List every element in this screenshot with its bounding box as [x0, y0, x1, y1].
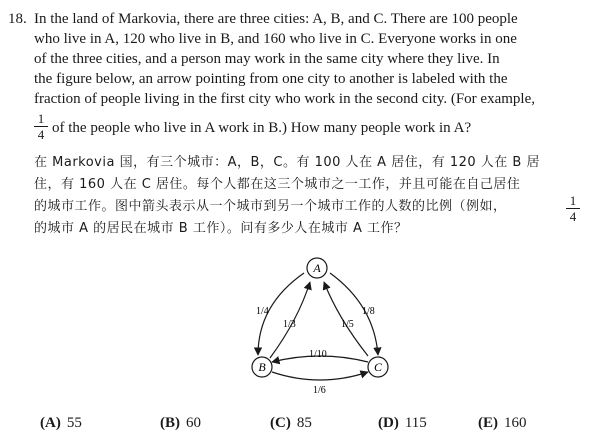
label-c-to-b: 1/10: [309, 349, 327, 360]
choice-d[interactable]: [378, 414, 427, 432]
choice-a[interactable]: [40, 414, 82, 432]
example-fraction-numerator: 1: [37, 111, 45, 126]
choice-e-value: 160: [504, 415, 527, 431]
question-line-3: of the three cities, and a person may work in the same city where they live. In: [34, 51, 500, 67]
arrow-b-to-c: [272, 372, 368, 380]
node-b: [252, 357, 272, 377]
choice-c[interactable]: [270, 414, 312, 432]
label-a-to-b: 1/4: [256, 306, 269, 317]
label-c-to-a: 1/5: [341, 319, 354, 330]
chinese-line-4: 的城市 A 的居民在城市 B 工作）。问有多少人在城市 A 工作？: [34, 221, 408, 236]
choice-b-letter: (B): [160, 415, 180, 431]
chinese-fraction-denominator: 4: [569, 209, 577, 224]
question-line-5: fraction of people living in the first city who work in the second city. (For example,: [34, 91, 535, 107]
node-c: [368, 357, 388, 377]
label-b-to-c: 1/6: [313, 385, 326, 396]
question-number: 18.: [8, 11, 27, 27]
node-b-label: B: [258, 360, 266, 374]
question-line-2: who live in A, 120 who live in B, and 160 who live in C. Everyone works in one: [34, 31, 517, 47]
node-a-label: A: [313, 261, 321, 275]
example-fraction-denominator: 4: [37, 127, 45, 142]
label-b-to-a: 1/3: [283, 319, 296, 330]
question-line-6: of the people who live in A work in B.) How many people work in A?: [52, 120, 472, 136]
question-line-4: the figure below, an arrow pointing from one city to another is labeled with the: [34, 71, 508, 87]
choice-d-letter: (D): [378, 415, 399, 431]
chinese-fraction-numerator: 1: [569, 193, 577, 208]
choice-b-value: 60: [186, 415, 201, 431]
node-a: [307, 258, 327, 278]
chinese-line-2: 住，有 160 人在 C 居住。每个人都在这三个城市之一工作，并且可能在自己居住: [34, 177, 521, 192]
question-line-1: In the land of Markovia, there are three cities: A, B, and C. There are 100 people: [34, 11, 518, 27]
label-a-to-c: 1/8: [362, 306, 375, 317]
choice-d-value: 115: [404, 415, 427, 431]
choice-e-letter: (E): [478, 415, 498, 431]
chinese-line-3: 的城市工作。图中箭头表示从一个城市到另一个城市工作的人数的比例（例如，: [34, 199, 507, 214]
choice-e[interactable]: [478, 414, 527, 432]
chinese-line-1: 在 Markovia 国，有三个城市：A，B，C。有 100 人在 A 居住，有 120 人在 B 居: [34, 155, 540, 170]
choice-b[interactable]: [160, 414, 201, 432]
choice-c-value: 85: [296, 415, 312, 431]
node-c-label: C: [373, 360, 383, 374]
choice-c-letter: (C): [270, 415, 291, 431]
choice-a-letter: (A): [40, 415, 61, 431]
choice-a-value: 55: [66, 415, 82, 431]
